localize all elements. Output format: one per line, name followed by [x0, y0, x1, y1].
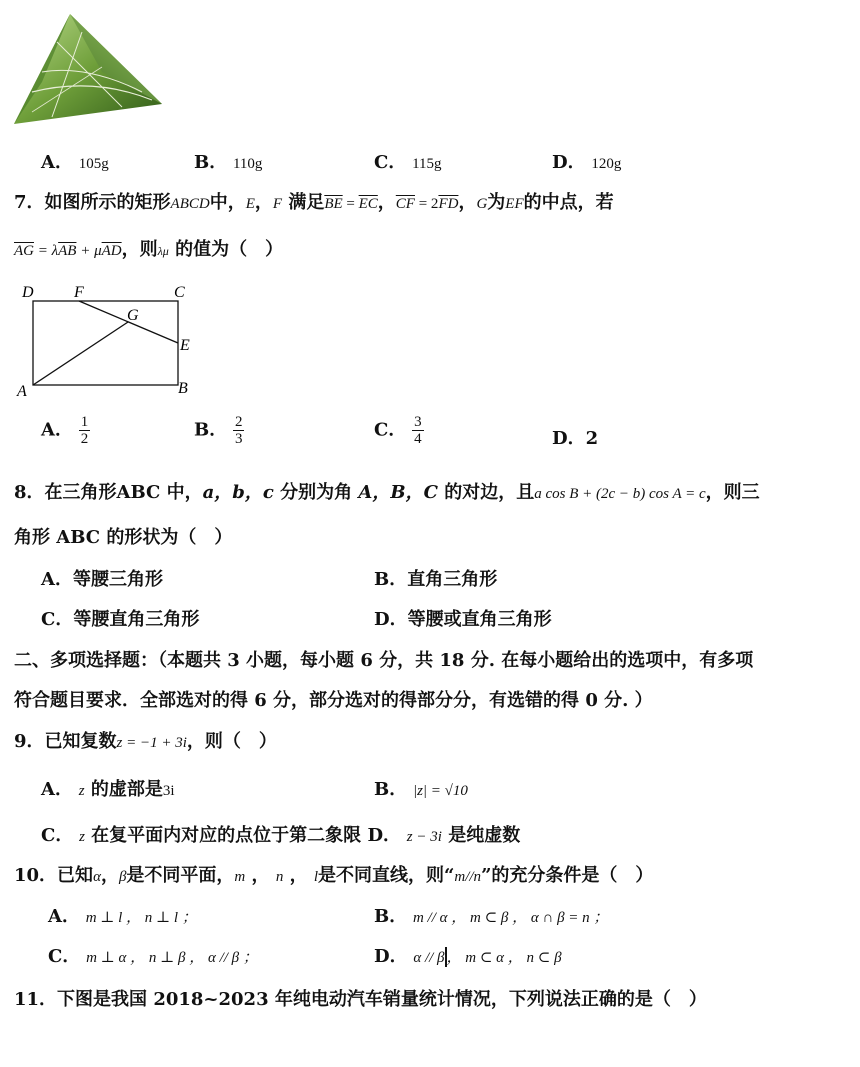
q8-option-a[interactable]: A．等腰三角形: [41, 569, 163, 590]
q10-option-c[interactable]: C． m ⊥ α ， n ⊥ β ， α // β ；: [48, 946, 258, 967]
label-d: D: [22, 284, 34, 301]
q6-option-c[interactable]: C． 115g: [374, 152, 442, 173]
q8-option-d[interactable]: D．等腰或直角三角形: [374, 609, 552, 630]
rectangle-figure: [14, 280, 204, 400]
segment-ag: [33, 322, 128, 385]
q8-option-c[interactable]: C．等腰直角三角形: [41, 609, 200, 630]
q6-option-d[interactable]: D． 120g: [552, 152, 622, 173]
q10-option-a[interactable]: A． m ⊥ l ， n ⊥ l ；: [48, 906, 197, 927]
label-f: F: [74, 284, 84, 301]
zongzi-image: [12, 12, 164, 130]
q8-stem-line2: 角形 ABC 的形状为（ ）: [14, 527, 233, 548]
label-c: C: [174, 284, 185, 301]
q9-option-b[interactable]: B． |z| = √10: [374, 779, 468, 800]
q7-option-a[interactable]: A． $\frac{1}{2}$: [41, 414, 89, 447]
q8-option-b[interactable]: B．直角三角形: [374, 569, 498, 590]
q10-option-b[interactable]: B． m // α ， m ⊂ β ， α ∩ β = n ；: [374, 906, 609, 927]
q7-option-c[interactable]: C． $\frac{3}{4}$: [374, 414, 422, 447]
q6-option-a[interactable]: A． 105g: [41, 152, 109, 173]
q8-stem-line1: 8．在三角形ABC 中，a，b，c 分别为角 A，B，C 的对边，且a cos B + (2c − b) cos A = c，则三: [14, 482, 760, 503]
q7-stem-line2: $\overline{AG} = \lambda\overline{AB} + \mu\overline{AD}$，则λμ 的值为（ ）: [14, 239, 284, 260]
q7-option-b[interactable]: B． $\frac{2}{3}$: [194, 414, 243, 447]
q9-option-c-and-d[interactable]: C． z 在复平面内对应的点位于第二象限 D． z − 3i 是纯虚数: [41, 825, 521, 846]
q9-stem: 9．已知复数z = −1 + 3i，则（ ）: [14, 731, 277, 752]
label-b: B: [178, 380, 188, 397]
rectangle-abcd: [33, 301, 178, 385]
label-e: E: [180, 337, 190, 354]
q10-option-d[interactable]: D． α // β ， m ⊂ α ， n ⊂ β: [374, 946, 562, 967]
q6-option-b[interactable]: B． 110g: [194, 152, 263, 173]
label-a: A: [17, 383, 27, 400]
label-g: G: [127, 307, 139, 324]
q7-option-d[interactable]: D．2: [552, 428, 599, 449]
section2-heading-line1: 二、多项选择题：（本题共 3 小题，每小题 6 分，共 18 分. 在每小题给出的选项中，有多项: [14, 650, 754, 671]
section2-heading-line2: 符合题目要求．全部选对的得 6 分，部分选对的得部分分，有选错的得 0 分. ）: [14, 690, 653, 711]
q7-stem-line1: 7．如图所示的矩形ABCD中，E，F 满足$\overline{BE} = \overline{EC}$，$\overline{CF} = 2\overline{FD}$，G为EF的中点，若: [14, 192, 614, 213]
q11-stem: 11．下图是我国 2018~2023 年纯电动汽车销量统计情况，下列说法正确的是（ ）: [14, 989, 707, 1010]
q9-option-a[interactable]: A． z 的虚部是3i: [41, 779, 175, 800]
q10-stem: 10．已知α，β是不同平面，m ， n ， l是不同直线，则“m//n”的充分条件是（ ）: [14, 865, 654, 886]
